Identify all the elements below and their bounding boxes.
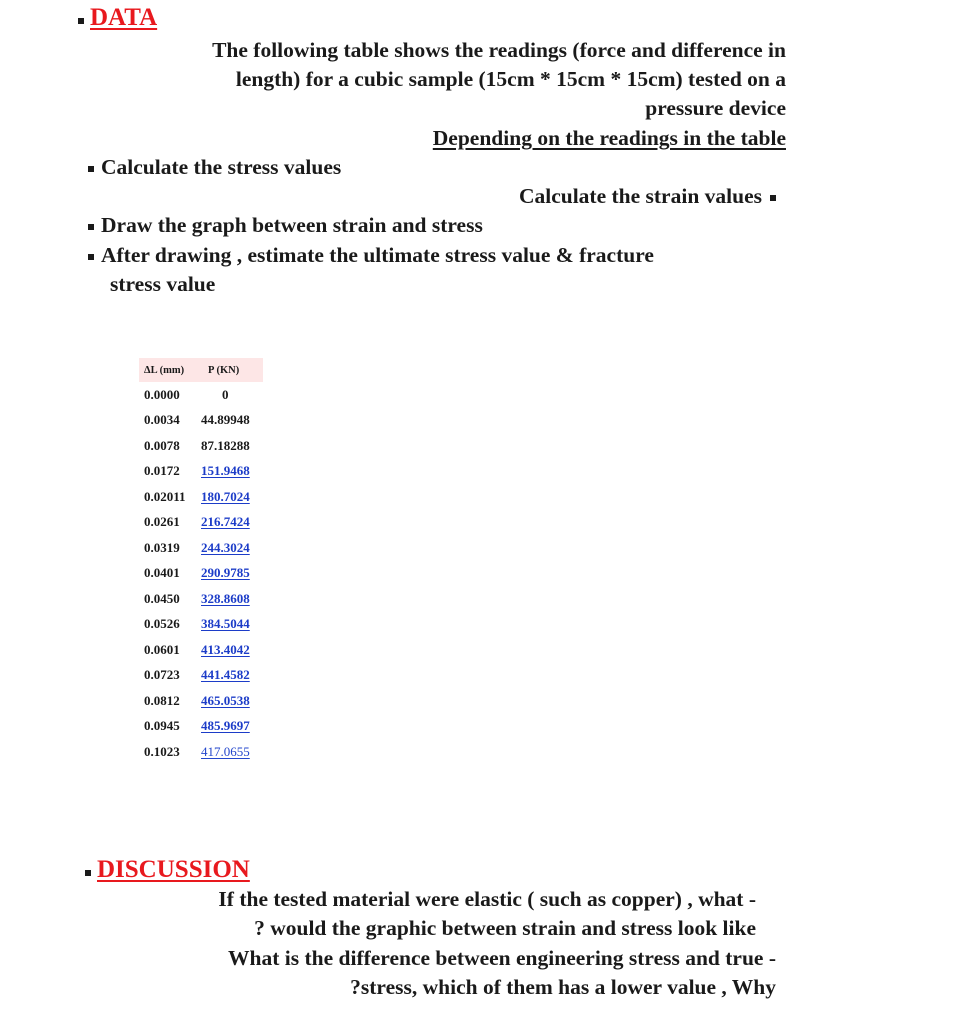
cell-p-value: 485.9697 [201, 718, 250, 734]
cell-delta-l: 0.0601 [144, 641, 180, 657]
task-strain [519, 184, 776, 209]
table-row [139, 561, 263, 587]
header-p: P (KN) [208, 364, 240, 376]
table-row [139, 535, 263, 561]
intro-line-1: The following table shows the readings (force and difference in [212, 38, 786, 62]
bullet-icon [770, 195, 776, 201]
table-body [139, 382, 263, 765]
cell-p-value: 441.4582 [201, 667, 250, 683]
table-row [139, 586, 263, 612]
bullet-icon [88, 166, 94, 172]
question-1-line-2: ? would the graphic between strain and stress look like [254, 916, 756, 940]
cell-p-value: 244.3024 [201, 539, 250, 555]
question-2-line-2: ?stress, which of them has a lower value , Why [350, 975, 776, 999]
readings-table [139, 358, 263, 765]
table-row [139, 433, 263, 459]
cell-p [200, 514, 263, 530]
cell-delta-l: 0.0078 [144, 437, 180, 453]
table-row [139, 612, 263, 638]
cell-p-value: 44.89948 [201, 412, 250, 428]
table-row [139, 459, 263, 485]
cell-delta-l: 0.0812 [144, 692, 180, 708]
cell-delta-l: 0.0172 [144, 463, 180, 479]
cell-p [200, 387, 263, 403]
header-delta-l: ΔL (mm) [144, 364, 185, 376]
intro-line-2: length) for a cubic sample (15cm * 15cm * 15cm) tested on a [235, 67, 786, 91]
cell-p-value: 87.18288 [201, 437, 250, 453]
cell-p [200, 693, 263, 709]
task-stress-text: Calculate the stress values [101, 155, 342, 179]
table-header [139, 358, 263, 382]
cell-delta-l: 0.0526 [144, 616, 180, 632]
bullet-icon [88, 254, 94, 260]
discussion-heading: DISCUSSION [97, 856, 250, 883]
data-heading: DATA [90, 4, 158, 31]
cell-delta-l: 0.0723 [144, 667, 180, 683]
table-row [139, 408, 263, 434]
cell-p [200, 489, 263, 505]
cell-delta-l: 0.1023 [144, 743, 180, 759]
bullet-icon [78, 18, 84, 24]
cell-p [200, 565, 263, 581]
cell-p-value: 180.7024 [201, 488, 250, 504]
cell-p [200, 438, 263, 454]
bullet-icon [85, 870, 91, 876]
question-2-line-1: What is the difference between engineering stress and true - [228, 946, 776, 970]
cell-p [200, 463, 263, 479]
cell-delta-l: 0.0319 [144, 539, 180, 555]
cell-p-value: 216.7424 [201, 514, 250, 530]
cell-delta-l: 0.0000 [144, 386, 180, 402]
cell-p [200, 667, 263, 683]
table-row [139, 484, 263, 510]
table-row [139, 637, 263, 663]
task-stress [88, 155, 341, 180]
cell-p [200, 642, 263, 658]
cell-delta-l: 0.0034 [144, 412, 180, 428]
cell-p [200, 718, 263, 734]
cell-p-value: 465.0538 [201, 692, 250, 708]
cell-p [200, 744, 263, 760]
cell-p-value: 384.5044 [201, 616, 250, 632]
cell-p-value: 290.9785 [201, 565, 250, 581]
cell-delta-l: 0.0401 [144, 565, 180, 581]
task-estimate [88, 243, 654, 268]
cell-delta-l: 0.0945 [144, 718, 180, 734]
intro-line-3: pressure device [645, 96, 786, 120]
task-estimate-text: After drawing , estimate the ultimate stress value & fracture [101, 243, 654, 267]
bullet-icon [88, 224, 94, 230]
cell-delta-l: 0.02011 [144, 488, 186, 504]
question-1-line-1: If the tested material were elastic ( such as copper) , what - [218, 887, 756, 911]
cell-p-value: 151.9468 [201, 463, 250, 479]
cell-p [200, 412, 263, 428]
cell-p [200, 540, 263, 556]
table-row [139, 510, 263, 536]
task-graph [88, 213, 483, 238]
instruction-line: Depending on the readings in the table [432, 126, 786, 150]
discussion-section-header [85, 856, 250, 884]
task-strain-text: Calculate the strain values [518, 184, 762, 208]
table-row [139, 663, 263, 689]
data-section-header [78, 4, 157, 32]
table-row [139, 739, 263, 765]
task-estimate-continued: stress value [110, 272, 216, 296]
cell-p [200, 591, 263, 607]
cell-delta-l: 0.0261 [144, 514, 180, 530]
task-graph-text: Draw the graph between strain and stress [101, 213, 483, 237]
cell-p [200, 616, 263, 632]
table-row [139, 688, 263, 714]
cell-delta-l: 0.0450 [144, 590, 180, 606]
cell-p-value: 0 [222, 386, 229, 402]
table-row [139, 382, 263, 408]
cell-p-value: 413.4042 [201, 641, 250, 657]
table-row [139, 714, 263, 740]
cell-p-value: 328.8608 [201, 590, 250, 606]
cell-p-value: 417.0655 [201, 743, 250, 759]
